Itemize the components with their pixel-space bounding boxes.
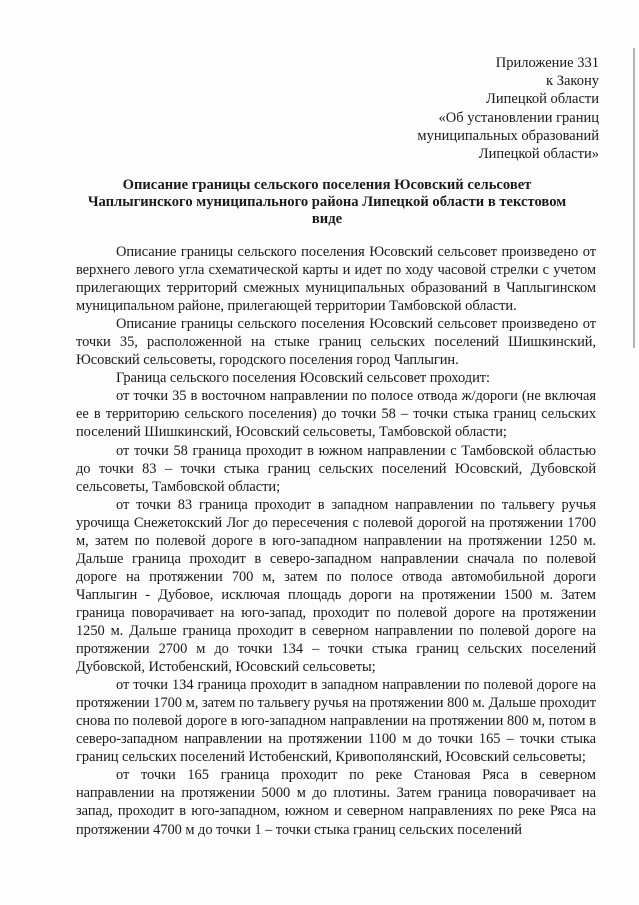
appendix-line: муниципальных образований [417,127,599,144]
title-line: виде [311,211,343,228]
appendix-line: Липецкой области» [478,146,599,163]
paragraph: от точки 58 граница проходит в южном направлении с Тамбовской областью до точки 83 – точки стыка границ сельских поселений Юсовский, Дубовской сельсоветы, Тамбовской области; [76,442,596,495]
document-title [66,177,588,229]
paragraph: Граница сельского поселения Юсовский сельсовет проходит: [116,370,490,387]
appendix-line: «Об установлении границ [438,109,599,126]
paragraph: Описание границы сельского поселения Юсовский сельсовет произведено от верхнего левого угла схематической карты и идет по ходу часовой стрелки с учетом прилегающих территорий смежных муниципальных образований в Чаплыгинском муниципальном районе, прилегающей территории Тамбовской области. [76,244,596,315]
paragraph: от точки 83 граница проходит в западном направлении по тальвегу ручья урочища Снежетокский Лог до пересечения с полевой дорогой на протяжении 1700 м, затем по полевой дороге в юго-западном направлении на протяжении 1250 м. Дальше граница проходит в северо-западном направлении сначала по полевой дороге на протяжении 700 м, затем по полосе отвода автомобильной дороги Чаплыгин - Дубовое, исключая площадь дороги на протяжении 1500 м. Затем граница поворачивает на юго-запад, проходит по полевой дороге на протяжении 1250 м. Дальше граница проходит в северном направлении по полевой дороге на протяжении 2700 м до точки 134 – точки стыка границ сельских поселений Дубовской, Истобенский, Юсовский сельсоветы; [76,496,596,676]
paragraph: от точки 165 граница проходит по реке Становая Ряса в северном направлении на протяжении 5000 м до плотины. Затем граница поворачивает на запад, проходит в юго-западном, южном и северном направлениях по реке Ряса на протяжении 4700 м до точки 1 – точки стыка границ сельских поселений [76,767,596,838]
appendix-line: Приложение 331 [495,55,599,71]
appendix-header [339,54,599,163]
paragraph: Описание границы сельского поселения Юсовский сельсовет произведено от точки 35, расположенной на стыке границ сельских поселений Шишкинский, Юсовский сельсоветы, городского поселения город Чаплыгин. [76,316,596,369]
title-line: Описание границы сельского поселения Юсовский сельсовет [122,177,532,193]
scan-edge-mark [633,48,635,348]
paragraph: от точки 134 граница проходит в западном направлении по полевой дороге на протяжении 1700 м, затем по тальвегу ручья на протяжении 800 м. Дальше проходит снова по полевой дороге в юго-западном направлении на протяжении 800 м, потом в северо-западном направлении на протяжении 1100 м до точки 165 – точки стыка границ сельских поселений Истобенский, Кривополянский, Юсовский сельсоветы; [76,677,596,766]
appendix-line: к Закону [546,73,599,90]
paragraph: от точки 35 в восточном направлении по полосе отвода ж/дороги (не включая ее в территорию сельского поселения) до точки 58 – точки стыка границ сельских поселений Шишкинский, Юсовский сельсоветы, Тамбовской области; [76,388,596,441]
appendix-line: Липецкой области [486,91,599,108]
document-body [76,243,596,839]
title-line: Чаплыгинского муниципального района Липецкой области в текстовом [87,194,567,211]
